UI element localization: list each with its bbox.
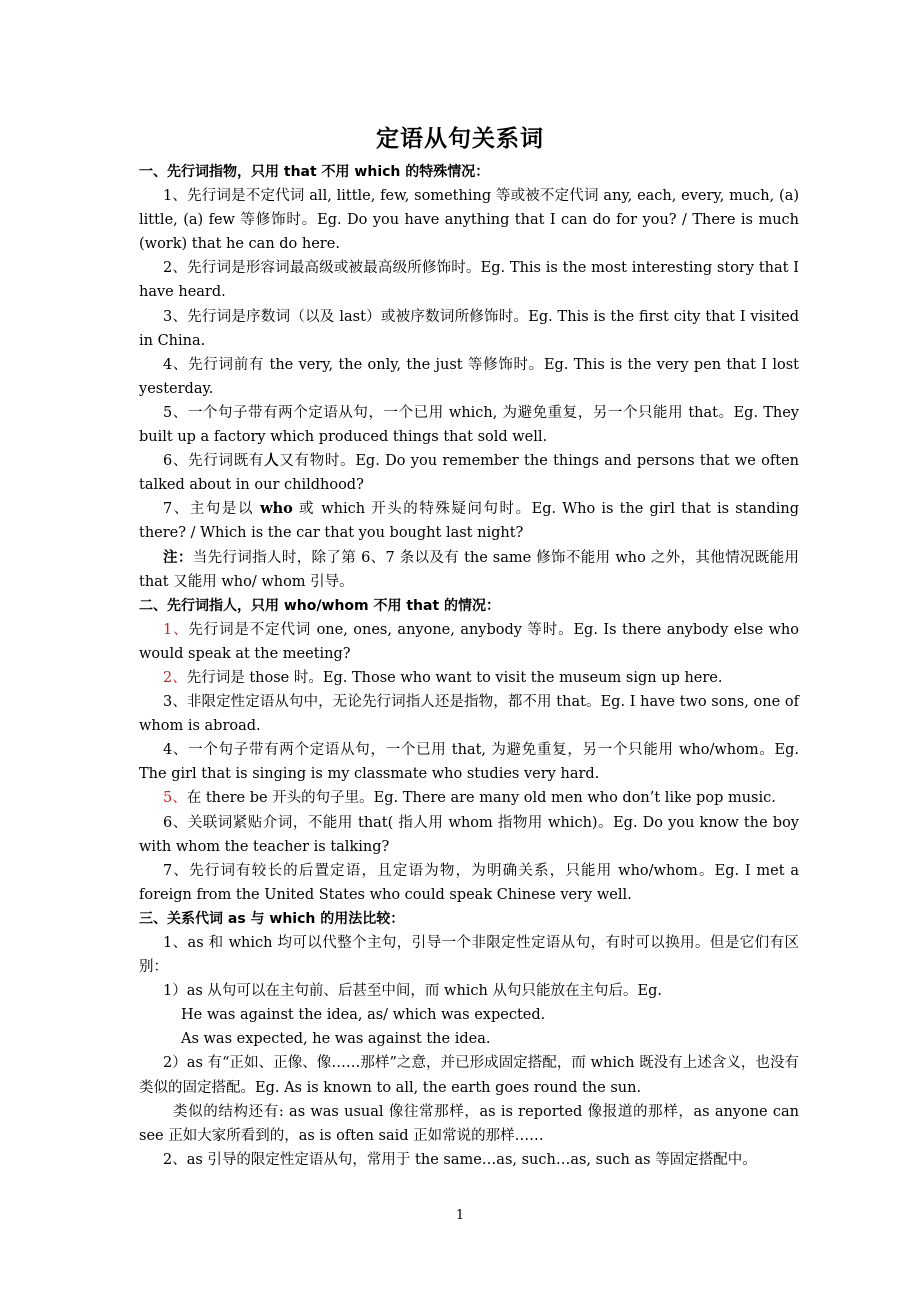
s3-example-1: He was against the idea, as/ which was expected. (181, 1007, 546, 1024)
s1-item-6 (139, 449, 799, 497)
s2-item-5-number: 5、 (163, 790, 187, 807)
page-number: 1 (455, 1208, 465, 1223)
s1-item-6-c: 又有物时。Eg. Do you remember the things and persons that we often talked about in our childhood? (139, 453, 799, 494)
s1-item-7-a: 7、主句是以 (163, 501, 261, 518)
s1-item-7-c: 或 which 开头的特殊疑问句时。Eg. Who is the girl that is standing there? / Which is the car that you bought last night? (139, 501, 799, 542)
s3-item-1-sub-1: 1）as 从句可以在主句前、后甚至中间，而 which 从句只能放在主句后。Eg. (163, 983, 662, 1000)
s1-item-1: 1、先行词是不定代词 all, little, few, something 等或被不定代词 any, each, every, much, (a) little, (a) few 等修饰时。Eg. Do you have anything that I can do for you? / There is much (work) that he can do here. (139, 188, 799, 253)
s1-item-6-a: 6、先行词既有 (163, 453, 265, 470)
s1-item-7 (139, 497, 799, 545)
s2-item-1-text: 先行词是不定代词 one, ones, anyone, anybody 等时。Eg. Is there anybody else who would speak at the meeting? (139, 621, 799, 662)
section-3-heading: 三、关系代词 as 与 which 的用法比较： (139, 910, 405, 927)
s1-note (139, 546, 799, 594)
s1-item-6-b: 人 (264, 452, 280, 470)
s2-item-1 (139, 618, 799, 666)
document-body (139, 160, 799, 1172)
s2-item-2-text: 先行词是 those 时。Eg. Those who want to visit the museum sign up here. (186, 669, 723, 686)
s2-item-6: 6、关联词紧贴介词，不能用 that( 指人用 whom 指物用 which)。Eg. Do you know the boy with whom the teacher is talking? (139, 814, 799, 855)
s2-item-3: 3、非限定性定语从句中，无论先行词指人还是指物，都不用 that。Eg. I have two sons, one of whom is abroad. (139, 694, 799, 735)
s2-item-5 (139, 786, 799, 810)
s1-item-3: 3、先行词是序数词（以及 last）或被序数词所修饰时。Eg. This is the first city that I visited in China. (139, 308, 799, 349)
s3-example-2: As was expected, he was against the idea. (181, 1031, 491, 1048)
s3-item-2: 2、as 引导的限定性定语从句，常用于 the same…as, such…as, such as 等固定搭配中。 (163, 1151, 757, 1168)
s1-note-text: 当先行词指人时，除了第 6、7 条以及有 the same 修饰不能用 who 之外，其他情况既能用 that 又能用 who/ whom 引导。 (139, 549, 800, 590)
s2-item-4: 4、一个句子带有两个定语从句，一个已用 that, 为避免重复，另一个只能用 who/whom。Eg. The girl that is singing is my classmate who studies very hard. (139, 742, 799, 783)
s1-item-5: 5、一个句子带有两个定语从句，一个已用 which, 为避免重复，另一个只能用 that。Eg. They built up a factory which produced things that sold well. (139, 404, 799, 446)
s1-item-4: 4、先行词前有 the very, the only, the just 等修饰时。Eg. This is the very pen that I lost yesterday. (139, 356, 799, 397)
section-2-heading: 二、先行词指人，只用 who/whom 不用 that 的情况： (139, 597, 501, 614)
s2-item-5-text: 在 there be 开头的句子里。Eg. There are many old men who don’t like pop music. (186, 790, 776, 807)
s1-item-2: 2、先行词是形容词最高级或被最高级所修饰时。Eg. This is the most interesting story that I have heard. (139, 260, 799, 301)
section-1-heading: 一、先行词指物，只用 that 不用 which 的特殊情况： (139, 164, 490, 180)
s1-item-7-b: who (260, 500, 293, 518)
s2-item-7: 7、先行词有较长的后置定语，且定语为物，为明确关系，只能用 who/whom。Eg. I met a foreign from the United States who could speak Chinese very well. (139, 862, 799, 903)
document-title: 定语从句关系词 (376, 126, 544, 152)
s2-item-1-number: 1、 (163, 621, 189, 638)
s3-item-1: 1、as 和 which 均可以代整个主句，引导一个非限定性定语从句，有时可以换用。但是它们有区别： (139, 935, 799, 976)
s2-item-2 (139, 666, 799, 690)
s1-note-label: 注： (163, 548, 193, 566)
s3-item-1-sub-2: 2）as 有“正如、正像、像……那样”之意，并已形成固定搭配，而 which 既没有上述含义，也没有类似的固定搭配。Eg. As is known to all, the earth goes round the sun. (139, 1055, 799, 1096)
s3-similar-structures: 类似的结构还有: as was usual 像往常那样，as is reported 像报道的那样，as anyone can see 正如大家所看到的，as is often said 正如常说的那样…… (139, 1103, 799, 1144)
s2-item-2-number: 2、 (163, 669, 187, 686)
